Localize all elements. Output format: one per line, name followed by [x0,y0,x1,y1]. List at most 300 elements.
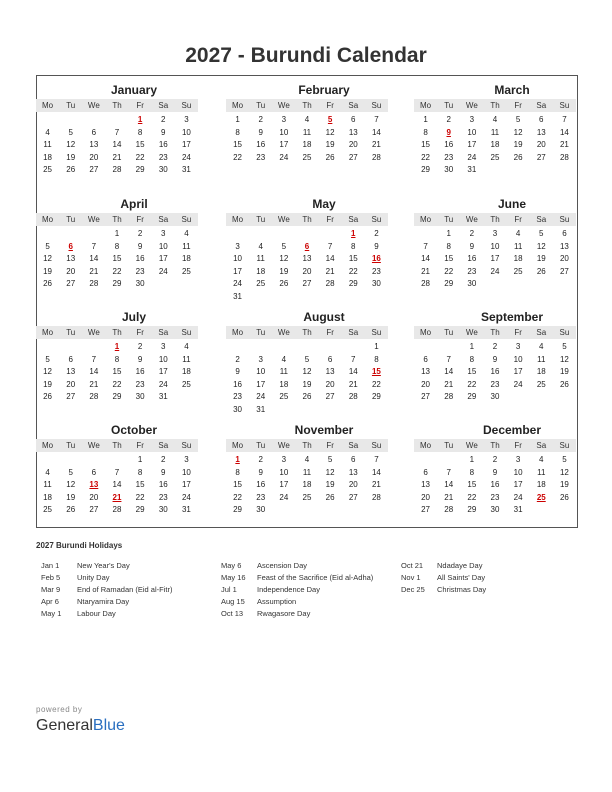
day-cell: 12 [43,254,53,263]
day-cell: 24 [513,379,523,389]
day-cell: 24 [490,266,500,276]
holiday-day-cell: 1 [114,342,120,351]
day-cell: 22 [444,266,454,276]
day-cell: 21 [89,379,99,389]
day-cell: 23 [371,266,381,276]
day-cell: 2 [137,229,143,238]
day-cell: 25 [279,392,289,401]
day-cell: 26 [279,279,289,288]
day-cell: 7 [351,354,356,364]
empty-day-cell [82,341,105,354]
day-cell: 28 [89,392,99,401]
weekday-header [36,326,198,339]
day-cell: 10 [467,127,477,137]
weekday-label: Su [181,215,192,224]
day-cell: 16 [467,254,477,263]
day-cell: 21 [325,266,335,276]
weekday-label: Tu [66,215,76,224]
empty-day-cell [82,454,105,467]
day-cell: 27 [325,392,335,401]
day-cell: 6 [351,115,356,124]
day-cell: 21 [371,480,381,489]
day-cell: 18 [43,152,53,162]
weekday-label: Su [559,101,570,110]
day-cell: 20 [421,492,431,502]
weekday-label: Fr [326,328,334,337]
empty-day-cell [272,228,295,241]
weekday-label: We [277,328,290,337]
holiday-day-cell: 6 [68,241,73,251]
day-cell: 29 [467,505,477,514]
day-cell: 9 [258,467,263,477]
holiday-date: Jan 1 [41,561,60,570]
empty-day-cell [414,454,437,467]
month-august [226,308,388,416]
weekday-label: Fr [136,215,144,224]
day-cell: 22 [421,152,431,162]
holiday-day-cell: 1 [351,229,356,238]
holiday-day-cell: 16 [371,254,381,263]
day-cell: 6 [562,229,567,238]
day-cell: 28 [348,392,358,401]
day-cell: 16 [444,140,454,149]
day-cell: 3 [161,229,166,238]
weekday-header [226,99,388,112]
day-cell: 29 [371,392,381,401]
day-cell: 17 [467,140,477,149]
empty-day-cell [295,228,318,241]
weekday-label: Sa [536,328,547,337]
day-cell: 6 [423,467,428,477]
day-cell: 28 [444,392,454,401]
day-cell: 30 [490,392,500,401]
day-cell: 29 [467,392,477,401]
weekday-label: Fr [136,328,144,337]
day-cell: 19 [43,266,53,276]
day-cell: 3 [161,342,166,351]
month-may [226,195,388,303]
day-cell: 23 [490,379,500,389]
empty-day-cell [342,341,365,354]
day-cell: 21 [89,266,99,276]
day-cell: 28 [371,152,381,162]
day-cell: 7 [562,115,567,124]
day-cell: 22 [467,379,477,389]
weekday-label: Fr [136,101,144,110]
day-cell: 27 [536,152,546,162]
day-cell: 13 [348,127,358,137]
holiday-name: End of Ramadan (Eid al-Fitr) [77,585,173,594]
holidays-column [221,560,373,620]
day-cell: 2 [446,115,451,124]
day-cell: 11 [490,127,500,137]
day-cell: 26 [325,492,335,502]
month-name: November [294,423,354,437]
day-cell: 23 [256,152,266,162]
day-cell: 12 [325,127,335,137]
day-cell: 7 [91,241,97,251]
holiday-day-cell: 21 [112,492,122,502]
day-cell: 11 [279,367,288,376]
weekday-label: Th [490,328,500,337]
month-name: March [494,83,530,97]
day-cell: 15 [233,480,243,489]
day-cell: 29 [135,505,145,514]
day-cell: 16 [256,140,266,149]
day-cell: 6 [327,354,333,364]
empty-day-cell [249,228,272,241]
day-cell: 4 [184,342,189,351]
holiday-date: Dec 25 [401,585,425,594]
day-cell: 29 [112,279,122,288]
weekday-header [36,213,198,226]
weekday-label: Tu [444,441,454,450]
day-cell: 9 [469,241,475,251]
day-cell: 27 [66,279,76,288]
empty-day-cell [437,341,460,354]
day-cell: 5 [562,342,567,351]
day-grid [226,228,388,303]
day-cell: 18 [302,480,312,489]
day-cell: 14 [325,254,335,263]
day-cell: 27 [66,392,76,401]
day-cell: 30 [490,505,500,514]
day-cell: 19 [66,492,76,502]
day-cell: 27 [348,492,358,502]
day-cell: 14 [371,467,381,477]
weekday-label: Su [181,328,192,337]
day-cell: 31 [513,505,523,514]
day-cell: 31 [181,165,191,174]
holiday-name: Ndadaye Day [437,561,483,570]
weekday-label: Mo [42,215,54,224]
weekday-label: Su [559,441,570,450]
day-cell: 19 [536,254,546,263]
holiday-entry [41,572,172,584]
day-cell: 12 [302,367,312,376]
empty-day-cell [105,454,128,467]
day-cell: 12 [513,127,523,137]
day-cell: 16 [135,367,145,376]
weekday-header [36,439,198,452]
month-name: September [480,310,544,324]
day-cell: 9 [137,241,143,251]
day-cell: 4 [304,455,310,464]
month-january [36,81,198,177]
holiday-name: Christmas Day [437,585,487,594]
day-cell: 4 [492,115,498,124]
day-cell: 20 [66,266,76,276]
day-cell: 8 [469,354,475,364]
holiday-name: Assumption [257,597,297,606]
day-cell: 3 [515,455,521,464]
day-cell: 16 [158,140,168,149]
holiday-date: Apr 6 [41,597,59,606]
month-name: April [120,197,148,211]
day-cell: 2 [492,455,498,464]
weekday-label: Fr [514,328,522,337]
day-cell: 13 [536,127,546,137]
day-cell: 7 [114,127,120,137]
day-cell: 5 [281,241,287,251]
day-cell: 8 [446,241,451,251]
day-cell: 30 [444,165,454,174]
holiday-date: May 6 [221,561,242,570]
weekday-label: Th [302,441,312,450]
day-cell: 26 [325,152,335,162]
weekday-label: Sa [536,215,547,224]
day-cell: 10 [279,467,289,477]
day-grid [226,341,388,416]
day-cell: 31 [158,392,168,401]
weekday-label: Th [112,101,122,110]
empty-day-cell [249,341,272,354]
weekday-label: Fr [326,101,334,110]
weekday-label: We [465,215,478,224]
day-cell: 20 [89,152,99,162]
day-cell: 8 [423,127,428,137]
day-cell: 18 [181,254,191,263]
month-march [414,81,576,177]
day-cell: 10 [513,467,523,477]
weekday-label: Mo [42,441,54,450]
weekday-label: Sa [158,441,169,450]
day-cell: 24 [256,392,266,401]
weekday-label: Mo [42,328,54,337]
day-cell: 8 [114,241,120,251]
day-cell: 29 [112,392,122,401]
holidays-column [401,560,486,596]
holiday-date: Jul 1 [221,585,237,594]
month-july [36,308,198,404]
weekday-label: Th [112,215,122,224]
day-cell: 21 [348,379,358,389]
day-cell: 9 [235,367,240,376]
day-cell: 14 [89,367,99,376]
weekday-label: Mo [42,101,54,110]
day-cell: 10 [513,354,523,364]
day-cell: 10 [158,354,168,364]
weekday-header [414,326,576,339]
day-cell: 29 [421,165,431,174]
day-grid [36,341,198,404]
holiday-entry [221,608,373,620]
day-cell: 23 [444,152,454,162]
day-cell: 8 [137,467,143,477]
day-cell: 16 [256,480,266,489]
day-cell: 10 [181,127,191,137]
day-cell: 17 [513,367,523,376]
weekday-header [414,213,576,226]
day-cell: 27 [89,165,99,174]
day-cell: 19 [325,140,335,149]
weekday-label: We [277,215,290,224]
day-cell: 27 [421,505,431,514]
weekday-header [36,99,198,112]
day-cell: 9 [492,354,498,364]
month-name: July [121,310,146,324]
empty-day-cell [226,341,249,354]
holiday-day-cell: 25 [536,492,546,502]
day-cell: 22 [112,379,122,389]
holiday-day-cell: 1 [137,115,143,124]
day-cell: 9 [258,127,263,137]
weekday-label: Mo [420,328,432,337]
day-cell: 6 [539,115,544,124]
day-grid [414,114,576,177]
weekday-label: We [277,101,290,110]
weekday-label: Sa [158,328,169,337]
day-cell: 13 [302,254,312,263]
month-name: May [312,197,336,211]
weekday-label: We [465,328,478,337]
holiday-name: Ascension Day [257,561,308,570]
day-cell: 24 [279,152,289,162]
empty-day-cell [36,341,59,354]
weekday-label: We [465,441,478,450]
day-cell: 15 [348,254,358,263]
weekday-label: Tu [444,215,454,224]
holiday-name: All Saints' Day [437,573,486,582]
day-cell: 25 [43,165,53,174]
day-cell: 27 [559,266,569,276]
day-cell: 5 [327,455,333,464]
day-cell: 10 [279,127,289,137]
weekday-label: Fr [514,215,522,224]
day-cell: 7 [374,115,379,124]
weekday-label: Th [490,101,500,110]
day-cell: 17 [279,480,289,489]
day-cell: 1 [469,342,475,351]
holiday-entry [401,572,486,584]
day-cell: 20 [348,480,358,489]
weekday-label: Sa [348,215,359,224]
day-cell: 14 [444,367,454,376]
month-name: August [303,310,345,324]
day-cell: 6 [68,354,73,364]
day-cell: 5 [45,354,50,364]
day-cell: 7 [91,354,97,364]
weekday-header [414,439,576,452]
day-cell: 22 [371,379,381,389]
empty-day-cell [82,114,105,127]
weekday-header [226,213,388,226]
day-cell: 19 [559,480,569,489]
day-cell: 12 [66,480,76,489]
day-cell: 9 [161,127,166,137]
day-cell: 4 [258,241,263,251]
day-cell: 30 [135,279,145,288]
weekday-label: Su [371,441,382,450]
day-cell: 11 [256,254,265,263]
day-cell: 14 [421,254,431,263]
month-name: June [497,197,526,211]
weekday-label: Tu [256,441,266,450]
holiday-day-cell: 6 [304,241,310,251]
weekday-label: We [87,215,100,224]
day-cell: 1 [235,115,240,124]
day-cell: 13 [66,254,76,263]
day-cell: 16 [158,480,168,489]
holiday-day-cell: 1 [235,455,240,464]
day-cell: 10 [233,254,243,263]
day-cell: 28 [112,165,122,174]
weekday-label: We [87,101,100,110]
day-cell: 7 [423,241,428,251]
day-cell: 26 [66,505,76,514]
holiday-name: New Year's Day [77,561,130,570]
weekday-label: Sa [536,101,547,110]
month-october [36,421,198,517]
empty-day-cell [36,454,59,467]
day-cell: 23 [490,492,500,502]
day-grid [414,341,576,404]
day-cell: 5 [304,354,310,364]
empty-day-cell [226,228,249,241]
month-february [226,81,388,164]
day-cell: 26 [302,392,312,401]
day-cell: 24 [158,266,168,276]
day-grid [36,228,198,291]
day-cell: 15 [444,254,454,263]
day-cell: 12 [536,241,546,251]
day-cell: 7 [114,467,120,477]
day-cell: 22 [233,152,243,162]
day-cell: 21 [371,140,381,149]
weekday-label: Tu [444,328,454,337]
month-april [36,195,198,291]
day-cell: 13 [559,241,569,251]
weekday-label: Th [302,101,312,110]
day-cell: 22 [135,492,145,502]
day-cell: 23 [158,492,168,502]
day-cell: 6 [91,467,97,477]
day-cell: 4 [281,354,287,364]
day-cell: 31 [467,165,477,174]
day-cell: 9 [374,241,379,251]
day-cell: 4 [45,467,50,477]
day-cell: 23 [158,152,168,162]
holiday-date: Feb 5 [41,573,61,582]
empty-day-cell [414,228,437,241]
day-cell: 26 [66,165,76,174]
day-cell: 13 [66,367,76,376]
holiday-entry [41,608,172,620]
day-cell: 12 [559,354,569,364]
day-cell: 21 [559,140,569,149]
weekday-label: Th [302,215,312,224]
day-cell: 21 [444,492,454,502]
day-cell: 20 [325,379,335,389]
day-cell: 25 [181,379,191,389]
day-cell: 19 [325,480,335,489]
day-cell: 28 [444,505,454,514]
day-cell: 19 [559,367,569,376]
day-cell: 3 [258,354,263,364]
day-cell: 10 [181,467,191,477]
holiday-day-cell: 5 [327,115,333,124]
day-cell: 8 [235,127,240,137]
weekday-label: We [465,101,478,110]
day-cell: 5 [515,115,521,124]
day-cell: 3 [184,455,189,464]
day-cell: 9 [492,467,498,477]
brand-logo[interactable] [36,717,125,735]
holiday-name: Rwagasore Day [257,609,311,618]
day-cell: 27 [89,505,99,514]
weekday-label: Tu [256,101,266,110]
empty-day-cell [59,454,82,467]
